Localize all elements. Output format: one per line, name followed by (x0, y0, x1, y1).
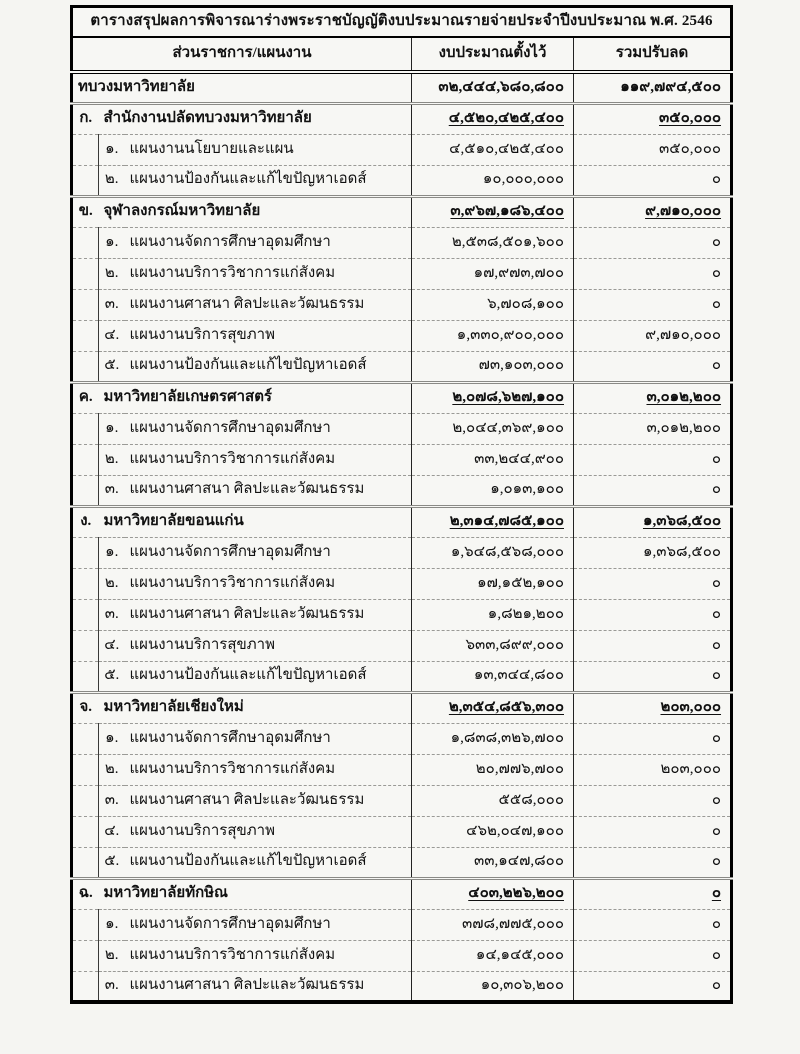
table-head (72, 7, 732, 73)
reduction-value-text: ๑,๓๖๘,๕๐๐ (642, 543, 722, 560)
plan-label: แผนงานบริการวิชาการแก่สังคม (125, 754, 412, 785)
budget-value-text: ๖๓๓,๘๙๙,๐๐๐ (465, 636, 564, 653)
budget-value-text: ๑๐,๐๐๐,๐๐๐ (482, 171, 564, 188)
budget-value-text: ๒,๐๔๔,๓๖๙,๑๐๐ (452, 419, 564, 436)
reduction-value (574, 692, 732, 723)
plan-number: ๒. (99, 165, 125, 196)
reduction-value (574, 630, 732, 661)
section-letter: จ. (72, 692, 99, 723)
plan-label: แผนงานศาสนา ศิลปะและวัฒนธรรม (125, 599, 412, 630)
table-row (72, 816, 732, 847)
plan-number: ๒. (99, 940, 125, 971)
table-row (72, 382, 732, 413)
letter-spacer (72, 165, 99, 196)
plan-number: ๒. (99, 444, 125, 475)
budget-value-text: ๓๗๘,๗๗๕,๐๐๐ (462, 915, 564, 932)
letter-spacer (72, 444, 99, 475)
table-row (72, 599, 732, 630)
plan-number: ๔. (99, 630, 125, 661)
budget-value (412, 971, 574, 1002)
plan-label: แผนงานจัดการศึกษาอุดมศึกษา (125, 723, 412, 754)
reduction-value (574, 258, 732, 289)
budget-value (412, 568, 574, 599)
budget-value (412, 878, 574, 909)
letter-spacer (72, 754, 99, 785)
reduction-value-text: ๐ (711, 977, 722, 994)
budget-value (412, 754, 574, 785)
budget-value-text: ๔,๕๑๐,๔๒๕,๔๐๐ (449, 140, 564, 157)
table-row (72, 413, 732, 444)
reduction-value-text: ๐ (711, 791, 722, 808)
table-row (72, 568, 732, 599)
table-row (72, 940, 732, 971)
budget-value-text: ๒,๓๑๔,๗๘๕,๑๐๐ (449, 513, 564, 530)
budget-value (412, 258, 574, 289)
budget-value-text: ๑๔,๑๔๕,๐๐๐ (475, 946, 564, 963)
column-header-reduction: รวมปรับลด (574, 37, 732, 72)
plan-number: ๑. (99, 723, 125, 754)
reduction-value (574, 816, 732, 847)
reduction-value (574, 785, 732, 816)
table-row (72, 320, 732, 351)
table-row (72, 661, 732, 692)
budget-value-text: ๖,๗๐๘,๑๐๐ (487, 295, 564, 312)
letter-spacer (72, 816, 99, 847)
letter-spacer (72, 227, 99, 258)
budget-value (412, 630, 574, 661)
budget-value (412, 165, 574, 196)
letter-spacer (72, 537, 99, 568)
letter-spacer (72, 320, 99, 351)
plan-label: แผนงานศาสนา ศิลปะและวัฒนธรรม (125, 475, 412, 506)
table-row (72, 630, 732, 661)
budget-value-text: ๑๗,๑๕๒,๑๐๐ (477, 574, 564, 591)
reduction-value-text: ๙,๗๑๐,๐๐๐ (645, 203, 722, 220)
reduction-value (574, 196, 732, 227)
reduction-value (574, 475, 732, 506)
budget-value-text: ๔๖๒,๐๔๗,๑๐๐ (466, 822, 564, 839)
budget-value-text: ๕๕๘,๐๐๐ (498, 791, 564, 808)
plan-number: ๑. (99, 134, 125, 165)
letter-spacer (72, 599, 99, 630)
letter-spacer (72, 568, 99, 599)
budget-value-text: ๓๓,๒๔๔,๙๐๐ (474, 450, 564, 467)
table-row (72, 506, 732, 537)
section-letter: ง. (72, 506, 99, 537)
reduction-value-text: ๒๐๓,๐๐๐ (660, 699, 722, 716)
reduction-value-text: ๓,๐๑๒,๒๐๐ (646, 389, 722, 406)
section-letter: ข. (72, 196, 99, 227)
reduction-value (574, 289, 732, 320)
reduction-value-text: ๐ (711, 233, 722, 250)
reduction-value (574, 754, 732, 785)
table-row (72, 878, 732, 909)
table-body (72, 72, 732, 1002)
plan-label: แผนงานจัดการศึกษาอุดมศึกษา (125, 537, 412, 568)
budget-value (412, 227, 574, 258)
table-row (72, 847, 732, 878)
budget-summary-table (70, 5, 733, 1004)
budget-value-text: ๓,๙๖๗,๑๘๖,๔๐๐ (450, 203, 564, 220)
plan-number: ๔. (99, 320, 125, 351)
table-row (72, 475, 732, 506)
letter-spacer (72, 785, 99, 816)
budget-value (412, 940, 574, 971)
reduction-value (574, 72, 732, 103)
reduction-value-text: ๑,๓๖๘,๕๐๐ (642, 513, 722, 530)
reduction-value-text: ๐ (711, 946, 722, 963)
plan-label: แผนงานนโยบายและแผน (125, 134, 412, 165)
table-row (72, 258, 732, 289)
reduction-value-text: ๐ (711, 295, 722, 312)
section-label: มหาวิทยาลัยเกษตรศาสตร์ (99, 382, 412, 413)
section-letter: ก. (72, 103, 99, 134)
reduction-value (574, 351, 732, 382)
column-header-row (72, 37, 732, 72)
column-header-budget: งบประมาณตั้งไว้ (412, 37, 574, 72)
reduction-value-text: ๑๑๙,๗๙๔,๕๐๐ (620, 79, 722, 96)
reduction-value (574, 227, 732, 258)
budget-value (412, 289, 574, 320)
plan-label: แผนงานบริการสุขภาพ (125, 320, 412, 351)
plan-number: ๓. (99, 599, 125, 630)
reduction-value-text: ๓๕๐,๐๐๐ (659, 140, 722, 157)
letter-spacer (72, 661, 99, 692)
plan-label: แผนงานป้องกันและแก้ไขปัญหาเอดส์ (125, 847, 412, 878)
plan-number: ๕. (99, 351, 125, 382)
letter-spacer (72, 413, 99, 444)
letter-spacer (72, 134, 99, 165)
budget-value-text: ๔,๕๒๐,๔๒๕,๔๐๐ (448, 110, 564, 127)
reduction-value-text: ๐ (711, 822, 722, 839)
plan-number: ๒. (99, 258, 125, 289)
budget-value (412, 320, 574, 351)
table-row (72, 165, 732, 196)
reduction-value-text: ๒๐๓,๐๐๐ (660, 760, 722, 777)
reduction-value-text: ๐ (711, 915, 722, 932)
plan-number: ๒. (99, 754, 125, 785)
budget-value-text: ๑,๓๓๐,๙๐๐,๐๐๐ (456, 326, 564, 343)
budget-value-text: ๑,๘๓๘,๓๒๖,๗๐๐ (450, 729, 564, 746)
plan-label: แผนงานจัดการศึกษาอุดมศึกษา (125, 413, 412, 444)
budget-value (412, 599, 574, 630)
budget-value (412, 692, 574, 723)
table-row (72, 196, 732, 227)
plan-label: แผนงานบริการวิชาการแก่สังคม (125, 568, 412, 599)
reduction-value (574, 909, 732, 940)
budget-value-text: ๑,๖๔๘,๕๖๘,๐๐๐ (450, 543, 564, 560)
section-letter: ค. (72, 382, 99, 413)
section-label: มหาวิทยาลัยเชียงใหม่ (99, 692, 412, 723)
reduction-value (574, 971, 732, 1002)
table-row (72, 72, 732, 103)
budget-value (412, 506, 574, 537)
budget-value-text: ๒,๕๓๘,๕๐๑,๖๐๐ (451, 233, 564, 250)
table-row (72, 971, 732, 1002)
table-row (72, 723, 732, 754)
section-label: สำนักงานปลัดทบวงมหาวิทยาลัย (99, 103, 412, 134)
budget-value-text: ๒,๐๗๘,๖๒๗,๑๐๐ (452, 389, 564, 406)
reduction-value (574, 599, 732, 630)
budget-value (412, 847, 574, 878)
plan-label: แผนงานศาสนา ศิลปะและวัฒนธรรม (125, 785, 412, 816)
reduction-value (574, 382, 732, 413)
budget-value (412, 72, 574, 103)
letter-spacer (72, 847, 99, 878)
reduction-value-text: ๐ (711, 885, 722, 902)
reduction-value (574, 878, 732, 909)
letter-spacer (72, 630, 99, 661)
budget-value (412, 537, 574, 568)
reduction-value (574, 723, 732, 754)
table-title: ตารางสรุปผลการพิจารณาร่างพระราชบัญญัติงบประมาณรายจ่ายประจำปีงบประมาณ พ.ศ. 2546 (72, 7, 732, 38)
budget-value-text: ๒,๓๕๔,๘๕๖,๓๐๐ (448, 699, 564, 716)
budget-value-text: ๑๐,๓๐๖,๒๐๐ (480, 977, 564, 994)
column-header-agency: ส่วนราชการ/แผนงาน (72, 37, 412, 72)
reduction-value (574, 506, 732, 537)
table-row (72, 785, 732, 816)
section-label: มหาวิทยาลัยทักษิณ (99, 878, 412, 909)
reduction-value (574, 413, 732, 444)
plan-label: แผนงานศาสนา ศิลปะและวัฒนธรรม (125, 971, 412, 1002)
reduction-value (574, 537, 732, 568)
table-row (72, 692, 732, 723)
table-row (72, 909, 732, 940)
plan-label: แผนงานบริการวิชาการแก่สังคม (125, 444, 412, 475)
table-row (72, 134, 732, 165)
title-row (72, 7, 732, 38)
reduction-value-text: ๐ (711, 450, 722, 467)
letter-spacer (72, 940, 99, 971)
budget-value (412, 723, 574, 754)
plan-number: ๔. (99, 816, 125, 847)
table-row (72, 754, 732, 785)
budget-value-text: ๑,๘๒๑,๒๐๐ (487, 605, 564, 622)
budget-value-text: ๗๓,๑๐๓,๐๐๐ (478, 357, 564, 374)
reduction-value-text: ๐ (711, 481, 722, 498)
budget-value-text: ๓๒,๔๔๔,๖๘๐,๘๐๐ (438, 79, 564, 96)
table-row (72, 537, 732, 568)
budget-value (412, 444, 574, 475)
reduction-value (574, 940, 732, 971)
reduction-value (574, 165, 732, 196)
plan-label: แผนงานป้องกันและแก้ไขปัญหาเอดส์ (125, 661, 412, 692)
plan-number: ๕. (99, 847, 125, 878)
reduction-value (574, 103, 732, 134)
table-row (72, 444, 732, 475)
budget-value-text: ๓๓,๑๔๗,๘๐๐ (473, 853, 564, 870)
letter-spacer (72, 909, 99, 940)
plan-number: ๕. (99, 661, 125, 692)
budget-value (412, 909, 574, 940)
budget-value-text: ๑๗,๙๗๓,๗๐๐ (473, 264, 564, 281)
table-row (72, 103, 732, 134)
budget-value-text: ๔๐๓,๒๒๖,๒๐๐ (468, 885, 564, 902)
budget-value (412, 196, 574, 227)
reduction-value-text: ๓๕๐,๐๐๐ (659, 110, 722, 127)
plan-number: ๑. (99, 909, 125, 940)
letter-spacer (72, 723, 99, 754)
budget-value (412, 351, 574, 382)
budget-value (412, 134, 574, 165)
reduction-value-text: ๓,๐๑๒,๒๐๐ (646, 419, 722, 436)
reduction-value-text: ๐ (711, 667, 722, 684)
letter-spacer (72, 351, 99, 382)
letter-spacer (72, 258, 99, 289)
budget-value (412, 816, 574, 847)
reduction-value (574, 320, 732, 351)
reduction-value-text: ๐ (711, 171, 722, 188)
plan-number: ๓. (99, 785, 125, 816)
plan-number: ๑. (99, 537, 125, 568)
table-row (72, 289, 732, 320)
reduction-value (574, 661, 732, 692)
budget-value (412, 661, 574, 692)
reduction-value (574, 847, 732, 878)
reduction-value-text: ๐ (711, 357, 722, 374)
reduction-value-text: ๐ (711, 605, 722, 622)
plan-label: แผนงานจัดการศึกษาอุดมศึกษา (125, 227, 412, 258)
plan-label: แผนงานจัดการศึกษาอุดมศึกษา (125, 909, 412, 940)
plan-number: ๓. (99, 971, 125, 1002)
section-label: มหาวิทยาลัยขอนแก่น (99, 506, 412, 537)
section-letter: ฉ. (72, 878, 99, 909)
budget-value (412, 785, 574, 816)
reduction-value-text: ๐ (711, 264, 722, 281)
budget-value (412, 103, 574, 134)
plan-number: ๑. (99, 413, 125, 444)
ministry-label: ทบวงมหาวิทยาลัย (78, 79, 195, 96)
budget-value-text: ๑๓,๓๔๔,๘๐๐ (473, 667, 564, 684)
budget-value (412, 382, 574, 413)
reduction-value-text: ๐ (711, 853, 722, 870)
plan-number: ๓. (99, 475, 125, 506)
reduction-value (574, 134, 732, 165)
plan-label: แผนงานบริการสุขภาพ (125, 816, 412, 847)
letter-spacer (72, 971, 99, 1002)
reduction-value-text: ๐ (711, 636, 722, 653)
plan-number: ๓. (99, 289, 125, 320)
plan-number: ๒. (99, 568, 125, 599)
reduction-value-text: ๐ (711, 729, 722, 746)
reduction-value (574, 568, 732, 599)
table-row (72, 227, 732, 258)
reduction-value (574, 444, 732, 475)
budget-value (412, 475, 574, 506)
letter-spacer (72, 475, 99, 506)
reduction-value-text: ๐ (711, 574, 722, 591)
budget-value-text: ๒๐,๗๗๖,๗๐๐ (475, 760, 564, 777)
table-row (72, 351, 732, 382)
budget-value-text: ๑,๐๑๓,๑๐๐ (490, 481, 564, 498)
section-label: จุฬาลงกรณ์มหาวิทยาลัย (99, 196, 412, 227)
plan-label: แผนงานบริการวิชาการแก่สังคม (125, 940, 412, 971)
reduction-value-text: ๙,๗๑๐,๐๐๐ (645, 326, 722, 343)
plan-label: แผนงานป้องกันและแก้ไขปัญหาเอดส์ (125, 165, 412, 196)
letter-spacer (72, 289, 99, 320)
plan-label: แผนงานบริการวิชาการแก่สังคม (125, 258, 412, 289)
plan-number: ๑. (99, 227, 125, 258)
plan-label: แผนงานป้องกันและแก้ไขปัญหาเอดส์ (125, 351, 412, 382)
plan-label: แผนงานศาสนา ศิลปะและวัฒนธรรม (125, 289, 412, 320)
budget-value (412, 413, 574, 444)
plan-label: แผนงานบริการสุขภาพ (125, 630, 412, 661)
